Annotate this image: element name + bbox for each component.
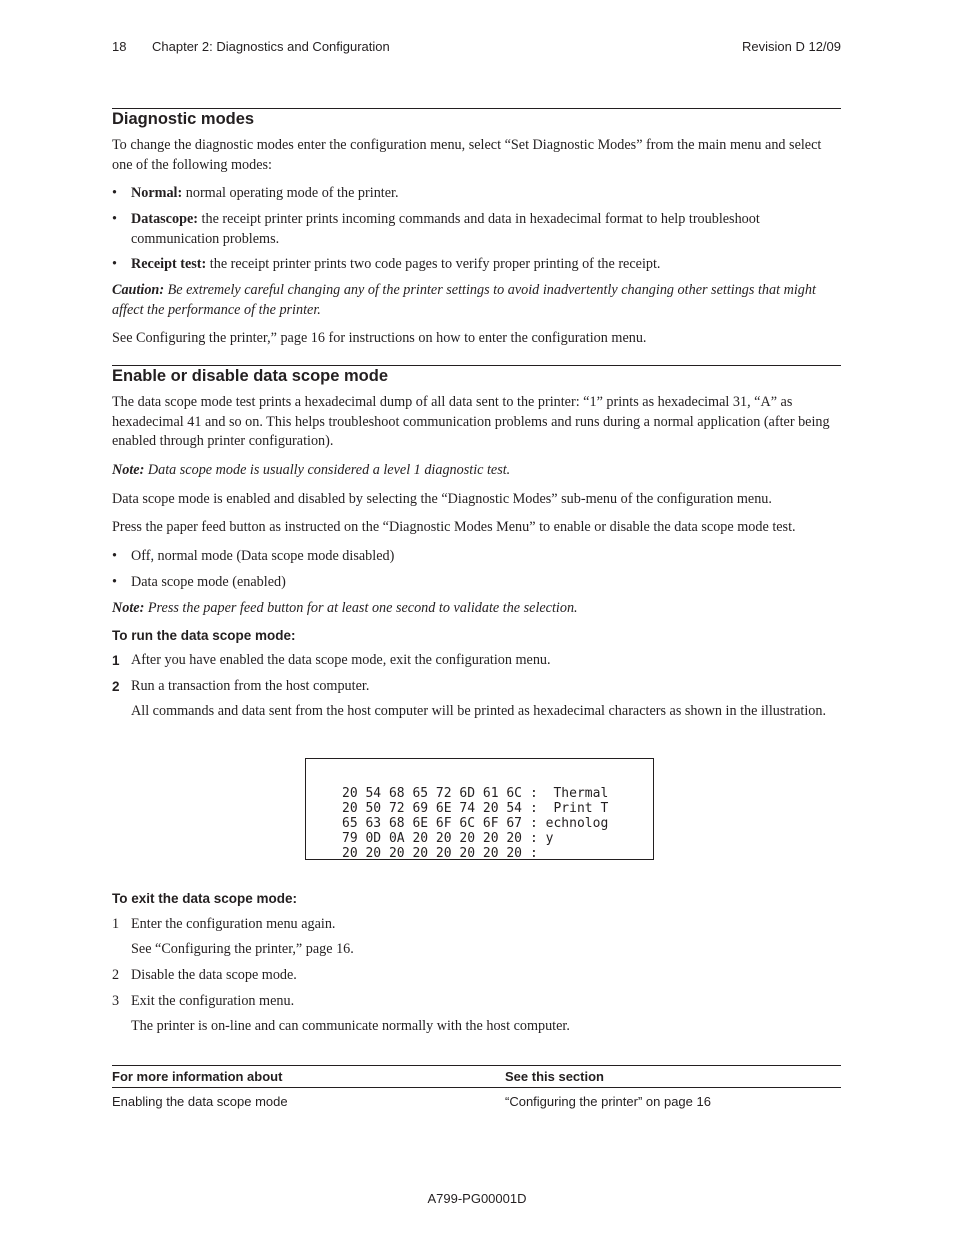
step-followup: All commands and data sent from the host computer will be printed as hexadecimal characters as shown in the illustration.: [131, 703, 826, 719]
table-cell: Enabling the data scope mode: [112, 1094, 288, 1109]
table-cell: “Configuring the printer” on page 16: [505, 1094, 711, 1109]
note-label: Note:: [112, 600, 145, 616]
step-number: 1: [112, 653, 120, 668]
caution-text: Be extremely careful changing any of the printer settings to avoid inadvertently changing other settings that might affect the performance of the printer.: [112, 282, 816, 318]
page-number: 18: [112, 39, 127, 54]
step-text: Disable the data scope mode.: [131, 967, 297, 983]
dump-hex: 65 63 68 6E 6F 6C 6F 67: [342, 816, 523, 831]
dump-ascii: :: [530, 846, 538, 861]
bullet-icon: •: [112, 211, 117, 227]
bullet-term: Receipt test:: [131, 256, 207, 272]
bullet-text: the receipt printer prints incoming commands and data in hexadecimal format to help troubleshoot communication problems.: [131, 211, 760, 247]
hex-dump-illustration: [305, 758, 654, 860]
bullet-icon: •: [112, 548, 117, 564]
bullet-term: Datascope:: [131, 211, 198, 227]
step-text: See “Configuring the printer,” page 16.: [131, 941, 354, 957]
dump-hex: 20 50 72 69 6E 74 20 54: [342, 801, 523, 816]
section-title-diagnostic-modes: Diagnostic modes: [112, 110, 255, 128]
table-header-rule: [112, 1087, 841, 1088]
bullet-icon: •: [112, 574, 117, 590]
procedure-heading-exit: To exit the data scope mode:: [112, 891, 298, 906]
dump-hex: 20 20 20 20 20 20 20 20: [342, 846, 523, 861]
note-label: Note:: [112, 462, 145, 478]
note-level-1: [112, 461, 832, 481]
note-paper-feed: [112, 599, 832, 619]
section-title-data-scope: Enable or disable data scope mode: [112, 367, 388, 385]
section-divider: [112, 365, 841, 366]
table-header: See this section: [505, 1069, 604, 1084]
bullet-text: Off, normal mode (Data scope mode disabled): [131, 548, 395, 564]
document-id-footer: A799-PG00001D: [427, 1191, 527, 1206]
dump-hex: 20 54 68 65 72 6D 61 6C: [342, 786, 523, 801]
chapter-title: Chapter 2: Diagnostics and Configuration: [152, 39, 390, 54]
bullet-text: normal operating mode of the printer.: [182, 185, 399, 201]
bullet-icon: •: [112, 185, 117, 201]
see-also-text: See Configuring the printer,” page 16 for instructions on how to enter the configuration menu.: [112, 330, 647, 346]
bullet-text: the receipt printer prints two code pages to verify proper printing of the receipt.: [206, 256, 661, 272]
step-number: 3: [112, 993, 120, 1009]
paragraph: Data scope mode is enabled and disabled by selecting the “Diagnostic Modes” sub-menu of the configuration menu.: [112, 491, 772, 507]
dump-hex: 79 0D 0A 20 20 20 20 20: [342, 831, 523, 846]
step-number: 2: [112, 967, 120, 983]
table-top-rule: [112, 1065, 841, 1066]
paragraph: Press the paper feed button as instructed on the “Diagnostic Modes Menu” to enable or disable the data scope mode test.: [112, 519, 796, 535]
caution-label: Caution:: [112, 282, 165, 298]
dump-ascii: : Print T: [530, 801, 609, 816]
step-text: After you have enabled the data scope mode, exit the configuration menu.: [131, 652, 551, 668]
note-text: Data scope mode is usually considered a level 1 diagnostic test.: [144, 462, 511, 478]
section-intro: The data scope mode test prints a hexadecimal dump of all data sent to the printer: “1” prints as hexadecimal 31, “A” as hexadecimal 41 and so on. This helps troubleshoot communication problems and runs during a normal application (after being enabled through printer configuration).: [112, 394, 830, 449]
section-intro: To change the diagnostic modes enter the configuration menu, select “Set Diagnostic Modes” from the main menu and select one of the following modes:: [112, 137, 822, 173]
note-text: Press the paper feed button for at least one second to validate the selection.: [144, 600, 578, 616]
table-header: For more information about: [112, 1069, 283, 1084]
step-text: Run a transaction from the host computer.: [131, 678, 370, 694]
bullet-term: Normal:: [131, 185, 183, 201]
dump-ascii: : Thermal: [530, 786, 609, 801]
step-text: The printer is on-line and can communicate normally with the host computer.: [131, 1018, 570, 1034]
step-number: 1: [112, 916, 120, 932]
dump-ascii: : echnolog: [530, 816, 609, 831]
bullet-text: Data scope mode (enabled): [131, 574, 286, 590]
step-number: 2: [112, 679, 120, 694]
revision-label: Revision D 12/09: [742, 39, 841, 54]
bullet-icon: •: [112, 256, 117, 272]
procedure-heading-run: To run the data scope mode:: [112, 628, 296, 643]
dump-ascii: : y: [530, 831, 554, 846]
step-text: Exit the configuration menu.: [131, 993, 295, 1009]
caution-note: [112, 281, 832, 320]
section-divider: [112, 108, 841, 109]
step-text: Enter the configuration menu again.: [131, 916, 336, 932]
